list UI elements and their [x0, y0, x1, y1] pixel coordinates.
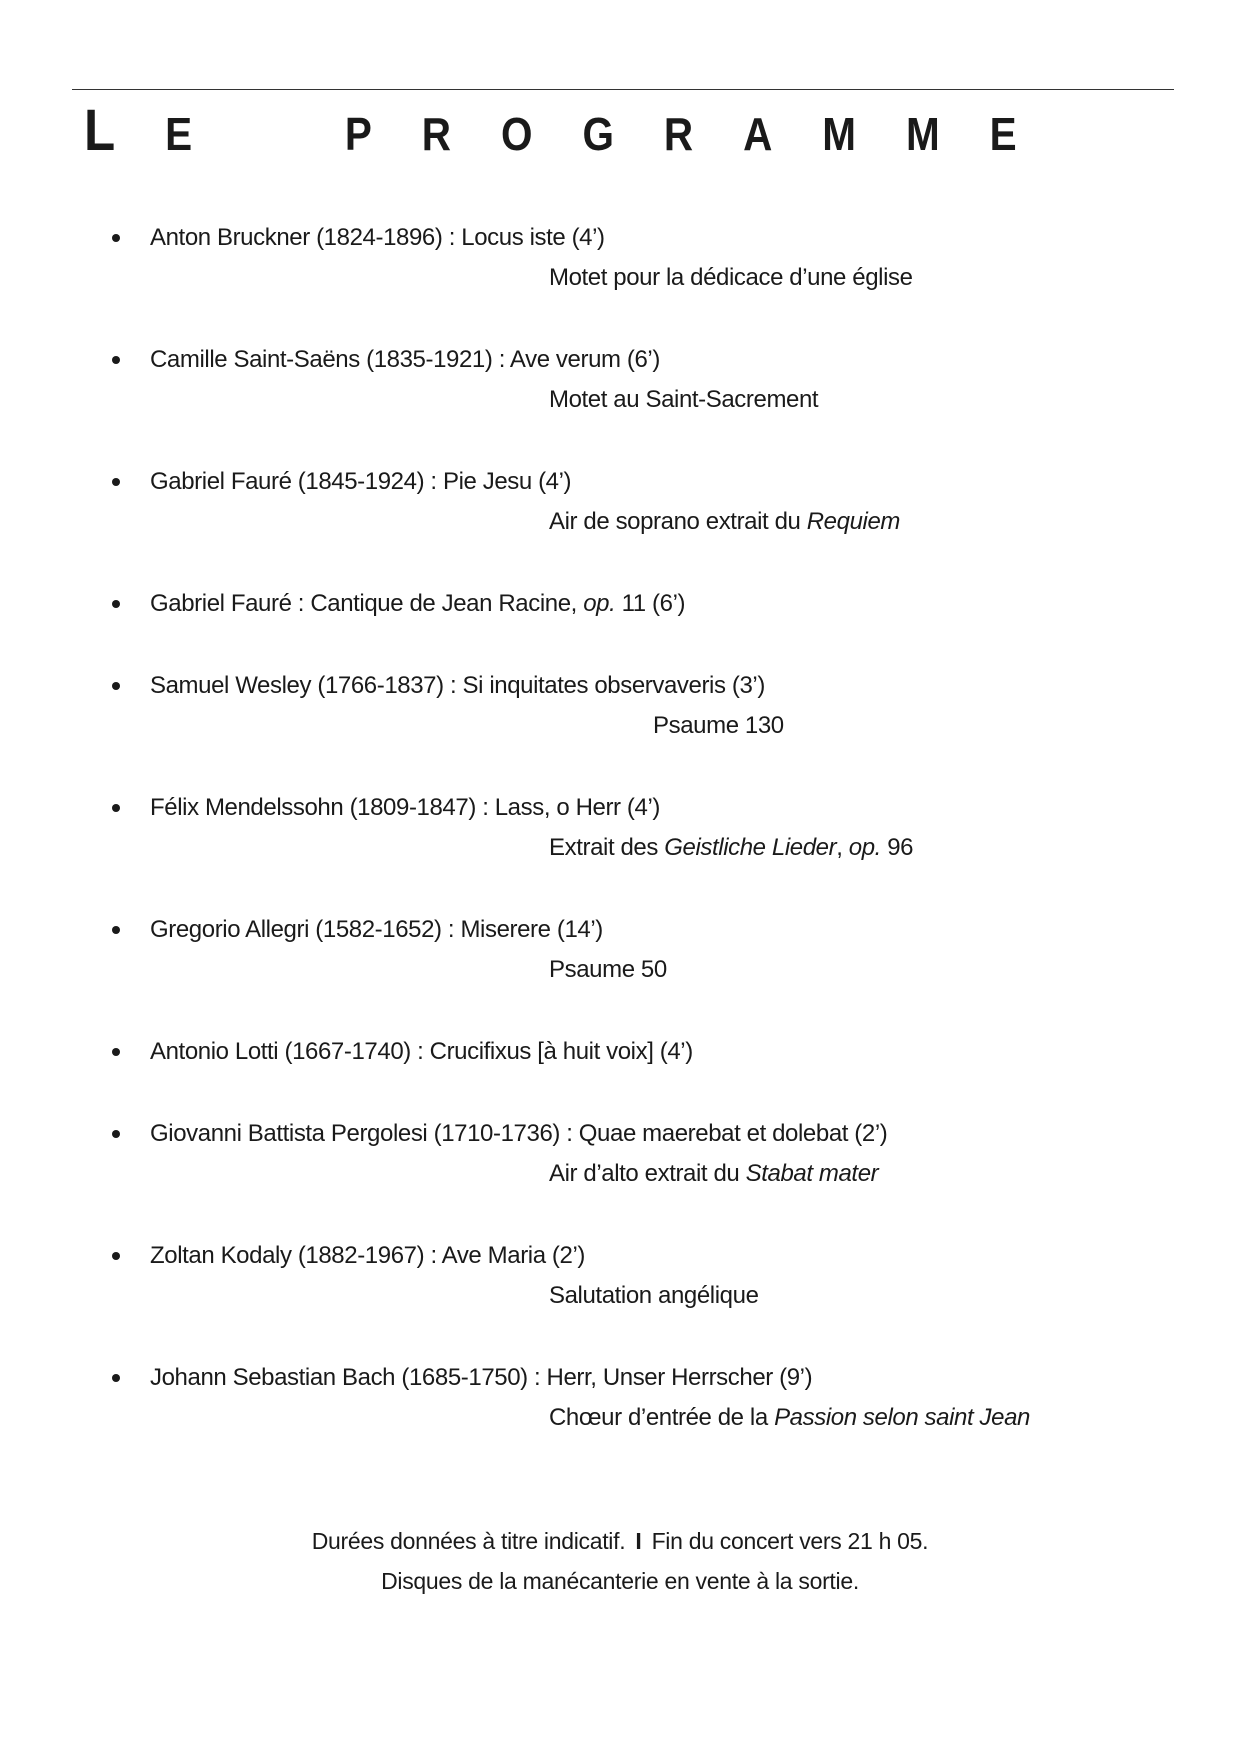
footer-line-1 [0, 1521, 1240, 1561]
work-title: Félix Mendelssohn (1809-1847) : Lass, o Herr (4’) [150, 794, 660, 821]
bullet-icon [112, 234, 120, 242]
work-note [549, 1398, 1240, 1438]
footer-separator: I [635, 1528, 642, 1554]
programme-item [0, 1358, 1240, 1438]
title-letter: M [905, 108, 940, 160]
bullet-icon [112, 600, 120, 608]
work-note-text: Air d’alto extrait du [549, 1160, 746, 1187]
work-title: Camille Saint-Saëns (1835-1921) : Ave verum (6’) [150, 346, 660, 373]
title-letter: G [582, 108, 614, 160]
work-note-italic: op. [848, 834, 881, 861]
programme-item [0, 1236, 1240, 1316]
work-title: Johann Sebastian Bach (1685-1750) : Herr, Unser Herrscher (9’) [150, 1364, 813, 1391]
work-title: Gregorio Allegri (1582-1652) : Miserere (14’) [150, 916, 603, 943]
programme-item [0, 340, 1240, 420]
programme-item [0, 1114, 1240, 1194]
bullet-icon [112, 1374, 120, 1382]
title-letter: A [743, 108, 773, 160]
title-letter: P [344, 108, 372, 160]
bullet-icon [112, 804, 120, 812]
title-letter: L [84, 98, 116, 163]
work-note: Motet au Saint-Sacrement [549, 386, 819, 413]
bullet-icon [112, 926, 120, 934]
footer [0, 1521, 1240, 1601]
work-note-italic: Geistliche Lieder [664, 834, 837, 861]
work-title-text: 11 (6’) [615, 590, 686, 617]
work-note: Psaume 50 [549, 956, 667, 983]
top-rule [72, 89, 1174, 90]
title-letter: O [501, 108, 533, 160]
bullet-icon [112, 1252, 120, 1260]
footer-line-2: Disques de la manécanterie en vente à la sortie. [381, 1568, 859, 1594]
work-note-italic: Stabat mater [745, 1160, 879, 1187]
work-title: Anton Bruckner (1824-1896) : Locus iste (4’) [150, 224, 605, 251]
title-letter: R [663, 108, 694, 160]
programme-item [0, 910, 1240, 990]
work-note-text: Air de soprano extrait du [549, 508, 807, 535]
work-title: Zoltan Kodaly (1882-1967) : Ave Maria (2’) [150, 1242, 585, 1269]
bullet-icon [112, 1130, 120, 1138]
title-letter: E [165, 108, 193, 160]
work-note-text: Chœur d’entrée de la [549, 1404, 775, 1431]
work-note-italic: Passion selon saint Jean [774, 1404, 1030, 1431]
work-note: Motet pour la dédicace d’une église [549, 264, 913, 291]
bullet-icon [112, 356, 120, 364]
work-title: Gabriel Fauré (1845-1924) : Pie Jesu (4’) [150, 468, 572, 495]
work-title: Samuel Wesley (1766-1837) : Si inquitates observaveris (3’) [150, 672, 765, 699]
title-letter: R [421, 108, 452, 160]
work-note: Salutation angélique [549, 1282, 759, 1309]
title-letter: M [822, 108, 857, 160]
footer-durations-note: Durées données à titre indicatif. [311, 1528, 626, 1554]
programme-item [0, 666, 1240, 746]
programme-item [0, 462, 1240, 542]
programme-item [0, 218, 1240, 298]
work-title: Giovanni Battista Pergolesi (1710-1736) : Quae maerebat et dolebat (2’) [150, 1120, 888, 1147]
work-title-text: Gabriel Fauré : Cantique de Jean Racine, [150, 590, 584, 617]
bullet-icon [112, 1048, 120, 1056]
work-title [150, 584, 1240, 624]
programme-item [0, 788, 1240, 868]
footer-end-time: Fin du concert vers 21 h 05. [651, 1528, 929, 1554]
bullet-icon [112, 682, 120, 690]
title-letter: E [989, 108, 1017, 160]
work-title: Antonio Lotti (1667-1740) : Crucifixus [à huit voix] (4’) [150, 1038, 693, 1065]
work-note [549, 502, 1240, 542]
work-note-italic: Requiem [806, 508, 900, 535]
work-note-text: 96 [880, 834, 914, 861]
work-note-text: , [836, 834, 849, 861]
work-note: Psaume 130 [653, 712, 784, 739]
programme-item [0, 584, 1240, 624]
bullet-icon [112, 478, 120, 486]
work-note-text: Extrait des [549, 834, 665, 861]
work-title-italic: op. [583, 590, 616, 617]
work-note [549, 1154, 1240, 1194]
work-note [549, 828, 1240, 868]
programme-list [0, 218, 1240, 1480]
programme-item [0, 1032, 1240, 1072]
page-title [84, 100, 1017, 170]
